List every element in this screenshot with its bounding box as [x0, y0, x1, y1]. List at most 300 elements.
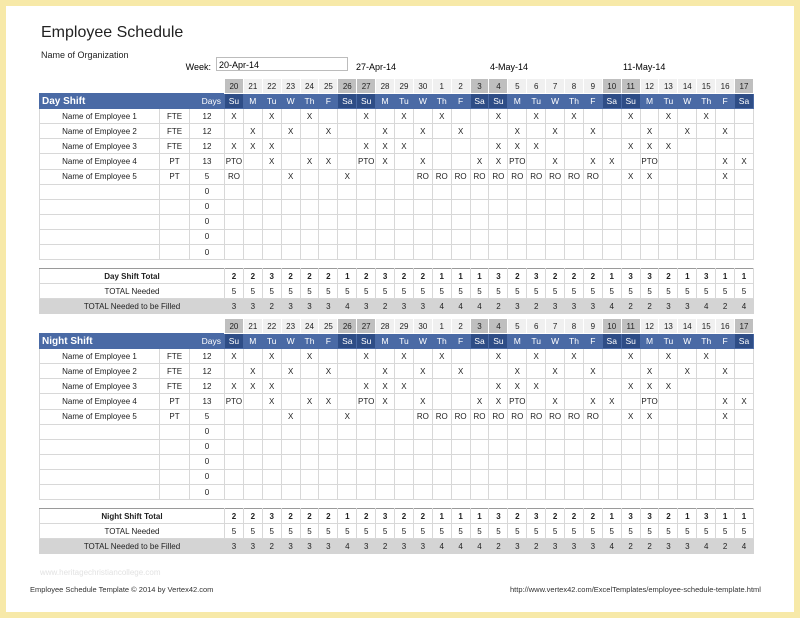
- schedule-cell[interactable]: X: [735, 154, 754, 169]
- schedule-cell[interactable]: [716, 184, 735, 199]
- schedule-cell[interactable]: X: [716, 154, 735, 169]
- schedule-cell[interactable]: [583, 199, 602, 214]
- schedule-cell[interactable]: [376, 485, 395, 500]
- schedule-cell[interactable]: X: [451, 124, 470, 139]
- schedule-cell[interactable]: X: [640, 124, 659, 139]
- schedule-cell[interactable]: [735, 169, 754, 184]
- schedule-cell[interactable]: [451, 109, 470, 124]
- schedule-cell[interactable]: [678, 184, 697, 199]
- employee-type[interactable]: PT: [160, 409, 190, 424]
- schedule-cell[interactable]: [451, 485, 470, 500]
- schedule-cell[interactable]: [678, 409, 697, 424]
- schedule-cell[interactable]: X: [527, 379, 546, 394]
- schedule-cell[interactable]: [735, 454, 754, 469]
- schedule-cell[interactable]: [735, 184, 754, 199]
- schedule-cell[interactable]: X: [546, 124, 565, 139]
- schedule-cell[interactable]: PTO: [225, 154, 244, 169]
- schedule-cell[interactable]: X: [716, 364, 735, 379]
- schedule-cell[interactable]: [319, 349, 338, 364]
- schedule-cell[interactable]: [602, 485, 621, 500]
- schedule-cell[interactable]: [489, 424, 508, 439]
- employee-name[interactable]: Name of Employee 2: [40, 364, 160, 379]
- schedule-cell[interactable]: [395, 424, 414, 439]
- schedule-cell[interactable]: [565, 199, 584, 214]
- schedule-cell[interactable]: [716, 245, 735, 260]
- schedule-cell[interactable]: [697, 364, 716, 379]
- schedule-cell[interactable]: [262, 124, 281, 139]
- schedule-cell[interactable]: X: [376, 394, 395, 409]
- schedule-cell[interactable]: [432, 424, 451, 439]
- schedule-cell[interactable]: [432, 379, 451, 394]
- schedule-cell[interactable]: [583, 454, 602, 469]
- schedule-cell[interactable]: [716, 199, 735, 214]
- schedule-cell[interactable]: X: [527, 109, 546, 124]
- schedule-cell[interactable]: [319, 109, 338, 124]
- schedule-cell[interactable]: X: [565, 109, 584, 124]
- schedule-cell[interactable]: [659, 154, 678, 169]
- schedule-cell[interactable]: [413, 424, 432, 439]
- schedule-cell[interactable]: [678, 394, 697, 409]
- schedule-cell[interactable]: [413, 109, 432, 124]
- schedule-cell[interactable]: [640, 109, 659, 124]
- schedule-cell[interactable]: [395, 364, 414, 379]
- employee-type[interactable]: [160, 439, 190, 454]
- schedule-cell[interactable]: RO: [225, 169, 244, 184]
- schedule-cell[interactable]: [395, 245, 414, 260]
- schedule-cell[interactable]: RO: [432, 169, 451, 184]
- schedule-cell[interactable]: X: [489, 139, 508, 154]
- schedule-cell[interactable]: [621, 154, 640, 169]
- schedule-cell[interactable]: RO: [413, 169, 432, 184]
- schedule-cell[interactable]: [225, 439, 244, 454]
- schedule-cell[interactable]: [546, 485, 565, 500]
- schedule-cell[interactable]: [338, 469, 357, 484]
- schedule-cell[interactable]: [716, 214, 735, 229]
- schedule-cell[interactable]: [621, 424, 640, 439]
- schedule-cell[interactable]: X: [716, 124, 735, 139]
- schedule-cell[interactable]: [413, 454, 432, 469]
- schedule-cell[interactable]: [583, 229, 602, 244]
- schedule-cell[interactable]: [319, 169, 338, 184]
- schedule-cell[interactable]: [678, 439, 697, 454]
- schedule-cell[interactable]: X: [262, 349, 281, 364]
- schedule-cell[interactable]: PTO: [508, 394, 527, 409]
- schedule-cell[interactable]: [300, 169, 319, 184]
- schedule-cell[interactable]: X: [640, 364, 659, 379]
- schedule-cell[interactable]: RO: [546, 169, 565, 184]
- schedule-cell[interactable]: [735, 229, 754, 244]
- schedule-cell[interactable]: [565, 485, 584, 500]
- schedule-cell[interactable]: [508, 214, 527, 229]
- employee-type[interactable]: PT: [160, 394, 190, 409]
- schedule-cell[interactable]: [565, 454, 584, 469]
- schedule-cell[interactable]: X: [225, 109, 244, 124]
- schedule-cell[interactable]: RO: [413, 409, 432, 424]
- schedule-cell[interactable]: [432, 184, 451, 199]
- schedule-cell[interactable]: X: [640, 169, 659, 184]
- employee-name[interactable]: Name of Employee 2: [40, 124, 160, 139]
- schedule-cell[interactable]: X: [357, 349, 376, 364]
- schedule-cell[interactable]: [432, 245, 451, 260]
- schedule-cell[interactable]: [338, 394, 357, 409]
- schedule-cell[interactable]: [300, 469, 319, 484]
- schedule-cell[interactable]: [395, 184, 414, 199]
- schedule-cell[interactable]: RO: [527, 409, 546, 424]
- schedule-cell[interactable]: [319, 454, 338, 469]
- employee-type[interactable]: [160, 454, 190, 469]
- schedule-cell[interactable]: X: [300, 109, 319, 124]
- schedule-cell[interactable]: X: [413, 364, 432, 379]
- employee-type[interactable]: PT: [160, 169, 190, 184]
- schedule-cell[interactable]: [338, 379, 357, 394]
- schedule-cell[interactable]: [659, 124, 678, 139]
- schedule-cell[interactable]: X: [546, 364, 565, 379]
- schedule-cell[interactable]: [697, 154, 716, 169]
- schedule-cell[interactable]: [413, 379, 432, 394]
- schedule-cell[interactable]: [678, 454, 697, 469]
- schedule-cell[interactable]: X: [489, 379, 508, 394]
- schedule-cell[interactable]: X: [546, 154, 565, 169]
- schedule-cell[interactable]: [621, 184, 640, 199]
- schedule-cell[interactable]: [546, 245, 565, 260]
- schedule-cell[interactable]: [470, 364, 489, 379]
- schedule-cell[interactable]: X: [281, 169, 300, 184]
- schedule-cell[interactable]: [678, 379, 697, 394]
- schedule-cell[interactable]: [716, 349, 735, 364]
- schedule-cell[interactable]: [602, 454, 621, 469]
- schedule-cell[interactable]: [338, 485, 357, 500]
- schedule-cell[interactable]: X: [583, 124, 602, 139]
- schedule-cell[interactable]: [319, 469, 338, 484]
- schedule-cell[interactable]: [678, 424, 697, 439]
- schedule-cell[interactable]: [432, 124, 451, 139]
- schedule-cell[interactable]: [659, 364, 678, 379]
- schedule-cell[interactable]: X: [697, 349, 716, 364]
- employee-type[interactable]: [160, 214, 190, 229]
- schedule-cell[interactable]: [281, 424, 300, 439]
- schedule-cell[interactable]: RO: [470, 169, 489, 184]
- schedule-cell[interactable]: [262, 439, 281, 454]
- schedule-cell[interactable]: [395, 229, 414, 244]
- schedule-cell[interactable]: X: [621, 379, 640, 394]
- schedule-cell[interactable]: [640, 245, 659, 260]
- schedule-cell[interactable]: [281, 245, 300, 260]
- schedule-cell[interactable]: [451, 214, 470, 229]
- schedule-cell[interactable]: RO: [489, 409, 508, 424]
- schedule-cell[interactable]: [602, 184, 621, 199]
- schedule-cell[interactable]: [546, 349, 565, 364]
- schedule-cell[interactable]: X: [413, 154, 432, 169]
- schedule-cell[interactable]: [470, 379, 489, 394]
- schedule-cell[interactable]: [527, 184, 546, 199]
- schedule-cell[interactable]: [243, 154, 262, 169]
- schedule-cell[interactable]: [243, 485, 262, 500]
- schedule-cell[interactable]: [640, 424, 659, 439]
- schedule-cell[interactable]: X: [357, 139, 376, 154]
- schedule-cell[interactable]: [527, 199, 546, 214]
- schedule-cell[interactable]: X: [281, 364, 300, 379]
- employee-name[interactable]: [40, 214, 160, 229]
- schedule-cell[interactable]: [527, 364, 546, 379]
- schedule-cell[interactable]: [413, 469, 432, 484]
- employee-name[interactable]: Name of Employee 3: [40, 139, 160, 154]
- schedule-cell[interactable]: [357, 424, 376, 439]
- schedule-cell[interactable]: [508, 485, 527, 500]
- schedule-cell[interactable]: [697, 124, 716, 139]
- schedule-cell[interactable]: [527, 154, 546, 169]
- schedule-cell[interactable]: [489, 469, 508, 484]
- schedule-cell[interactable]: [319, 424, 338, 439]
- schedule-cell[interactable]: [583, 485, 602, 500]
- schedule-cell[interactable]: [546, 139, 565, 154]
- schedule-cell[interactable]: [432, 439, 451, 454]
- schedule-cell[interactable]: [262, 245, 281, 260]
- schedule-cell[interactable]: [451, 454, 470, 469]
- schedule-cell[interactable]: [395, 394, 414, 409]
- schedule-cell[interactable]: X: [640, 409, 659, 424]
- schedule-cell[interactable]: [565, 214, 584, 229]
- schedule-cell[interactable]: [376, 199, 395, 214]
- schedule-cell[interactable]: [243, 349, 262, 364]
- schedule-cell[interactable]: [565, 139, 584, 154]
- schedule-cell[interactable]: [716, 469, 735, 484]
- schedule-cell[interactable]: [565, 469, 584, 484]
- schedule-cell[interactable]: [243, 199, 262, 214]
- schedule-cell[interactable]: X: [395, 379, 414, 394]
- schedule-cell[interactable]: [640, 485, 659, 500]
- schedule-cell[interactable]: X: [357, 379, 376, 394]
- schedule-cell[interactable]: [376, 469, 395, 484]
- schedule-cell[interactable]: [602, 349, 621, 364]
- schedule-cell[interactable]: [565, 245, 584, 260]
- schedule-cell[interactable]: X: [262, 379, 281, 394]
- schedule-cell[interactable]: [697, 394, 716, 409]
- schedule-cell[interactable]: [621, 454, 640, 469]
- schedule-cell[interactable]: [565, 124, 584, 139]
- schedule-cell[interactable]: [508, 469, 527, 484]
- schedule-cell[interactable]: [338, 424, 357, 439]
- schedule-cell[interactable]: [432, 214, 451, 229]
- schedule-cell[interactable]: [508, 424, 527, 439]
- schedule-cell[interactable]: [243, 409, 262, 424]
- schedule-cell[interactable]: [621, 214, 640, 229]
- schedule-cell[interactable]: RO: [565, 169, 584, 184]
- schedule-cell[interactable]: [281, 379, 300, 394]
- schedule-cell[interactable]: X: [357, 109, 376, 124]
- schedule-cell[interactable]: [470, 229, 489, 244]
- schedule-cell[interactable]: [640, 229, 659, 244]
- schedule-cell[interactable]: [489, 214, 508, 229]
- employee-type[interactable]: [160, 424, 190, 439]
- schedule-cell[interactable]: PTO: [225, 394, 244, 409]
- schedule-cell[interactable]: [357, 454, 376, 469]
- schedule-cell[interactable]: [735, 349, 754, 364]
- schedule-cell[interactable]: [319, 485, 338, 500]
- schedule-cell[interactable]: X: [225, 139, 244, 154]
- schedule-cell[interactable]: [602, 469, 621, 484]
- schedule-cell[interactable]: [357, 469, 376, 484]
- schedule-cell[interactable]: [735, 439, 754, 454]
- schedule-cell[interactable]: X: [640, 379, 659, 394]
- schedule-cell[interactable]: [621, 469, 640, 484]
- schedule-cell[interactable]: [225, 199, 244, 214]
- schedule-cell[interactable]: [451, 439, 470, 454]
- schedule-cell[interactable]: [602, 109, 621, 124]
- schedule-cell[interactable]: [376, 439, 395, 454]
- schedule-cell[interactable]: [470, 245, 489, 260]
- schedule-cell[interactable]: [602, 124, 621, 139]
- schedule-cell[interactable]: X: [659, 109, 678, 124]
- schedule-cell[interactable]: [432, 229, 451, 244]
- schedule-cell[interactable]: [621, 199, 640, 214]
- schedule-cell[interactable]: [243, 184, 262, 199]
- schedule-cell[interactable]: [451, 424, 470, 439]
- schedule-cell[interactable]: [338, 245, 357, 260]
- employee-name[interactable]: Name of Employee 4: [40, 394, 160, 409]
- schedule-cell[interactable]: [716, 439, 735, 454]
- schedule-cell[interactable]: [357, 229, 376, 244]
- schedule-cell[interactable]: [716, 109, 735, 124]
- employee-name[interactable]: [40, 245, 160, 260]
- schedule-cell[interactable]: [621, 229, 640, 244]
- schedule-cell[interactable]: [262, 469, 281, 484]
- schedule-cell[interactable]: [451, 139, 470, 154]
- schedule-cell[interactable]: [697, 485, 716, 500]
- employee-name[interactable]: [40, 229, 160, 244]
- schedule-cell[interactable]: [338, 439, 357, 454]
- schedule-cell[interactable]: X: [527, 139, 546, 154]
- schedule-cell[interactable]: [262, 485, 281, 500]
- schedule-cell[interactable]: [225, 184, 244, 199]
- schedule-cell[interactable]: [735, 124, 754, 139]
- schedule-cell[interactable]: [413, 139, 432, 154]
- schedule-cell[interactable]: [395, 124, 414, 139]
- schedule-cell[interactable]: [432, 394, 451, 409]
- schedule-cell[interactable]: [281, 184, 300, 199]
- schedule-cell[interactable]: [565, 379, 584, 394]
- schedule-cell[interactable]: [659, 439, 678, 454]
- schedule-cell[interactable]: [432, 454, 451, 469]
- schedule-cell[interactable]: [281, 394, 300, 409]
- schedule-cell[interactable]: [546, 199, 565, 214]
- schedule-cell[interactable]: RO: [489, 169, 508, 184]
- schedule-cell[interactable]: X: [338, 409, 357, 424]
- schedule-cell[interactable]: RO: [583, 169, 602, 184]
- schedule-cell[interactable]: RO: [508, 169, 527, 184]
- schedule-cell[interactable]: [319, 439, 338, 454]
- schedule-cell[interactable]: [395, 154, 414, 169]
- schedule-cell[interactable]: [243, 469, 262, 484]
- schedule-cell[interactable]: [451, 469, 470, 484]
- schedule-cell[interactable]: [735, 469, 754, 484]
- schedule-cell[interactable]: [546, 424, 565, 439]
- schedule-cell[interactable]: [376, 245, 395, 260]
- schedule-cell[interactable]: X: [413, 124, 432, 139]
- schedule-cell[interactable]: [262, 424, 281, 439]
- schedule-cell[interactable]: X: [300, 349, 319, 364]
- schedule-cell[interactable]: [300, 364, 319, 379]
- schedule-cell[interactable]: [583, 439, 602, 454]
- schedule-cell[interactable]: [583, 424, 602, 439]
- schedule-cell[interactable]: X: [602, 394, 621, 409]
- schedule-cell[interactable]: [527, 124, 546, 139]
- schedule-cell[interactable]: [735, 364, 754, 379]
- schedule-cell[interactable]: [357, 364, 376, 379]
- schedule-cell[interactable]: [451, 154, 470, 169]
- schedule-cell[interactable]: [243, 109, 262, 124]
- schedule-cell[interactable]: [300, 409, 319, 424]
- schedule-cell[interactable]: [602, 424, 621, 439]
- schedule-cell[interactable]: [735, 485, 754, 500]
- schedule-cell[interactable]: [716, 139, 735, 154]
- schedule-cell[interactable]: X: [470, 394, 489, 409]
- schedule-cell[interactable]: [697, 379, 716, 394]
- schedule-cell[interactable]: X: [225, 379, 244, 394]
- employee-name[interactable]: Name of Employee 5: [40, 409, 160, 424]
- employee-type[interactable]: FTE: [160, 349, 190, 364]
- schedule-cell[interactable]: [395, 409, 414, 424]
- schedule-cell[interactable]: [451, 199, 470, 214]
- schedule-cell[interactable]: [319, 245, 338, 260]
- schedule-cell[interactable]: [659, 199, 678, 214]
- week-start-input[interactable]: 20-Apr-14: [216, 57, 348, 71]
- schedule-cell[interactable]: X: [243, 379, 262, 394]
- schedule-cell[interactable]: [565, 184, 584, 199]
- schedule-cell[interactable]: X: [697, 109, 716, 124]
- schedule-cell[interactable]: X: [508, 139, 527, 154]
- schedule-cell[interactable]: X: [262, 139, 281, 154]
- schedule-cell[interactable]: [376, 109, 395, 124]
- schedule-cell[interactable]: [357, 245, 376, 260]
- schedule-cell[interactable]: [262, 184, 281, 199]
- schedule-cell[interactable]: [338, 139, 357, 154]
- schedule-cell[interactable]: [489, 439, 508, 454]
- schedule-cell[interactable]: [602, 229, 621, 244]
- schedule-cell[interactable]: [470, 439, 489, 454]
- schedule-cell[interactable]: X: [376, 124, 395, 139]
- schedule-cell[interactable]: [413, 439, 432, 454]
- schedule-cell[interactable]: [300, 379, 319, 394]
- schedule-cell[interactable]: [225, 469, 244, 484]
- schedule-cell[interactable]: [451, 245, 470, 260]
- schedule-cell[interactable]: [243, 454, 262, 469]
- schedule-cell[interactable]: [470, 124, 489, 139]
- schedule-cell[interactable]: [451, 379, 470, 394]
- schedule-cell[interactable]: [602, 214, 621, 229]
- schedule-cell[interactable]: [546, 229, 565, 244]
- schedule-cell[interactable]: [716, 454, 735, 469]
- schedule-cell[interactable]: [697, 169, 716, 184]
- schedule-cell[interactable]: [319, 199, 338, 214]
- schedule-cell[interactable]: X: [470, 154, 489, 169]
- schedule-cell[interactable]: [735, 245, 754, 260]
- schedule-cell[interactable]: X: [659, 349, 678, 364]
- schedule-cell[interactable]: X: [678, 124, 697, 139]
- schedule-cell[interactable]: [470, 349, 489, 364]
- employee-type[interactable]: FTE: [160, 109, 190, 124]
- schedule-cell[interactable]: PTO: [640, 394, 659, 409]
- schedule-cell[interactable]: [640, 349, 659, 364]
- schedule-cell[interactable]: [716, 379, 735, 394]
- employee-type[interactable]: [160, 184, 190, 199]
- schedule-cell[interactable]: X: [300, 394, 319, 409]
- schedule-cell[interactable]: [300, 485, 319, 500]
- schedule-cell[interactable]: [376, 424, 395, 439]
- schedule-cell[interactable]: [243, 245, 262, 260]
- schedule-cell[interactable]: [395, 214, 414, 229]
- schedule-cell[interactable]: X: [489, 109, 508, 124]
- schedule-cell[interactable]: [735, 409, 754, 424]
